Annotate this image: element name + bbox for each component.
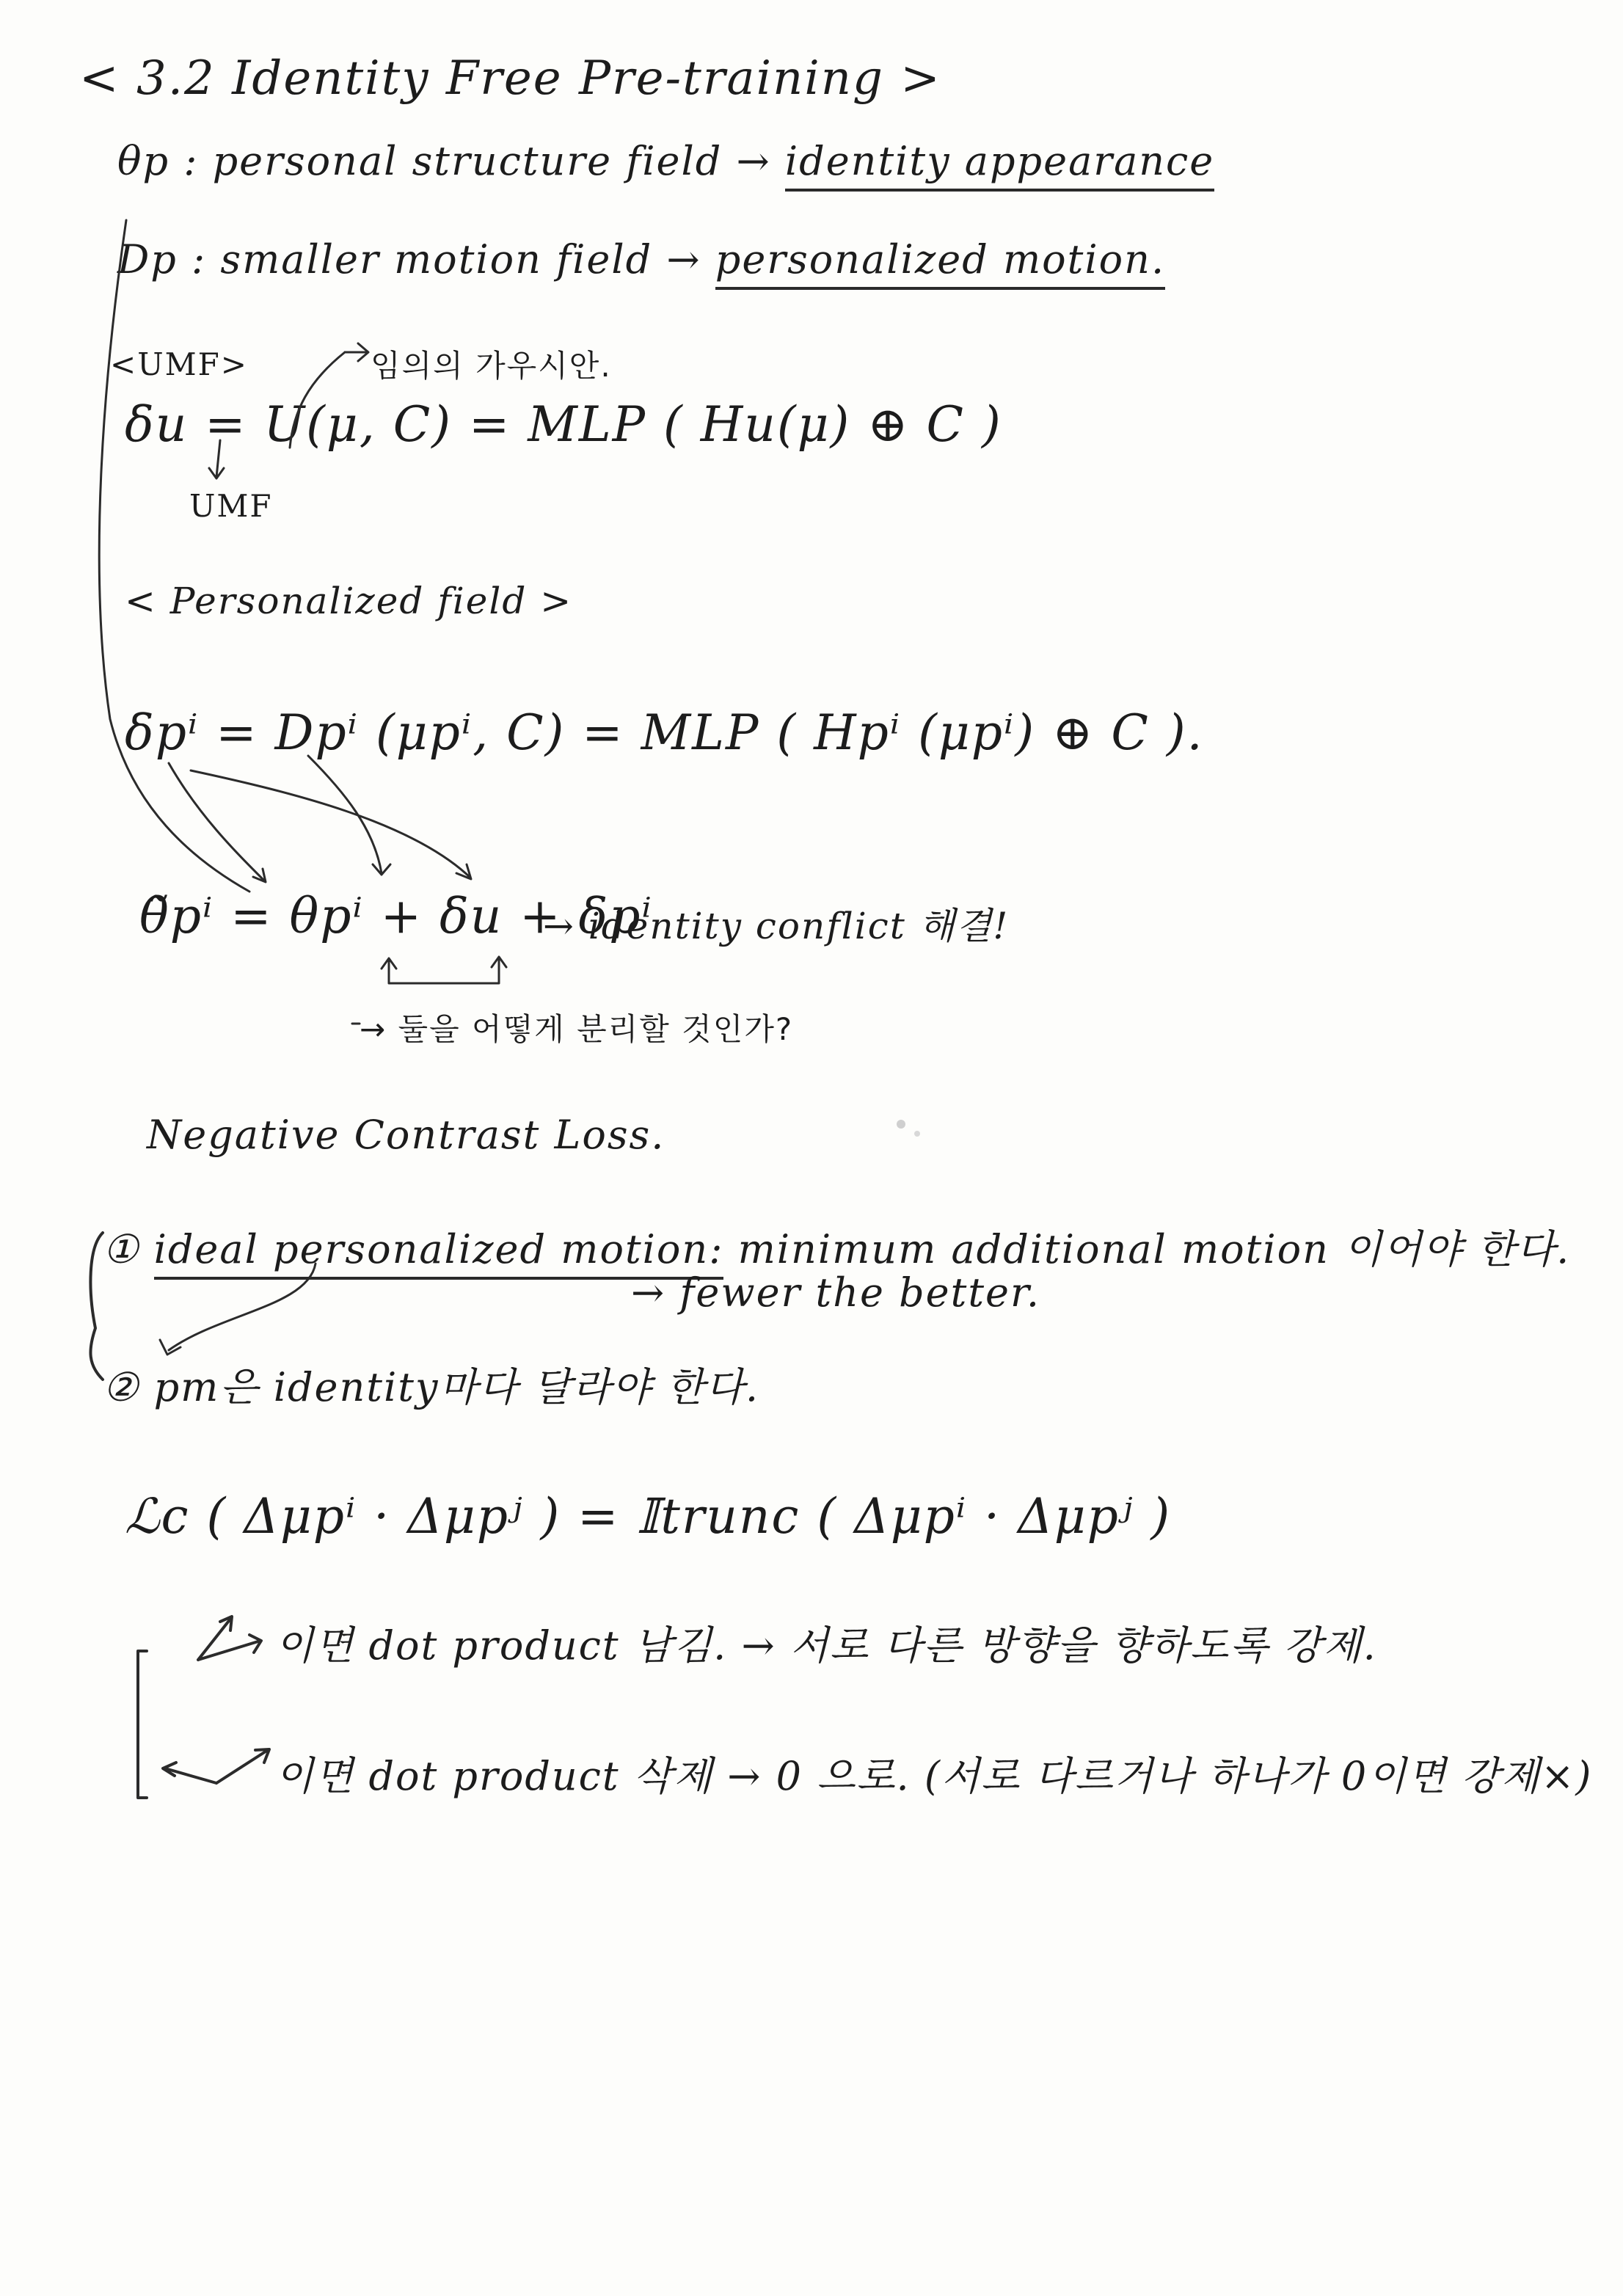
point1-number: ①: [103, 1226, 140, 1272]
combined-result: → identity conflict 해결!: [543, 905, 1010, 947]
umf-equation: δu = U(μ, C) = MLP ( Hu(μ) ⊕ C ): [125, 396, 1002, 453]
dp-line: [117, 236, 1165, 283]
point1-text: minimum additional motion 이어야 한다.: [737, 1226, 1571, 1272]
point2-number: ②: [103, 1364, 140, 1410]
separate-question: → 둘을 어떻게 분리할 것인가?: [360, 1011, 794, 1047]
arrow-to-theta: [169, 763, 266, 882]
arrow-to-delta-p: [191, 770, 471, 879]
pencil-smudge: [897, 1120, 905, 1129]
umf-heading: <UMF>: [110, 346, 248, 382]
theta-line: [117, 138, 1214, 184]
case2-vectors-icon: [163, 1749, 269, 1783]
loss-heading: Negative Contrast Loss.: [147, 1112, 665, 1158]
umf-note: 임의의 가우시안.: [371, 348, 612, 384]
personalized-equation: δpⁱ = Dpⁱ (μpⁱ, C) = MLP ( Hpⁱ (μpⁱ) ⊕ C ).: [125, 704, 1204, 761]
identity-appearance-text: identity appearance: [785, 138, 1214, 192]
umf-note-arrow: [345, 343, 368, 361]
pencil-smudge: [914, 1131, 920, 1137]
case2-text: 이면 dot product 삭제 → 0 으로. (서로 다르거나 하나가 0이면 강제×): [275, 1753, 1593, 1799]
case1-vectors-icon: [198, 1617, 261, 1660]
personalized-motion-text: personalized motion.: [715, 236, 1165, 290]
case1-text: 이면 dot product 남김. → 서로 다른 방향을 향하도록 강제.: [275, 1622, 1377, 1669]
point1-sub: → fewer the better.: [631, 1269, 1041, 1316]
cases-bracket: [138, 1651, 147, 1798]
connector-curve-left: [99, 220, 249, 892]
loss-equation: ℒc ( Δμpⁱ · Δμpʲ ) = 𝕀trunc ( Δμpⁱ · Δμpʲ ): [125, 1488, 1172, 1545]
page-title: < 3.2 Identity Free Pre-training >: [79, 51, 941, 106]
combined-equation: θ̃pⁱ = θpⁱ + δu + δpⁱ: [139, 888, 653, 944]
point2-line: [103, 1356, 759, 1413]
point1-label: ideal personalized motion:: [154, 1226, 724, 1280]
point1-line: [103, 1218, 1570, 1275]
dp-label: Dp : smaller motion field →: [117, 236, 701, 283]
theta-label: θp : personal structure field →: [117, 138, 771, 184]
arrow-to-delta-u: [308, 756, 390, 875]
umf-label: UMF: [189, 488, 273, 524]
personalized-heading: < Personalized field >: [125, 580, 573, 622]
points-brace: [90, 1233, 103, 1380]
point2-text: pm은 identity마다 달라야 한다.: [153, 1364, 760, 1410]
separation-bracket: [382, 957, 506, 983]
